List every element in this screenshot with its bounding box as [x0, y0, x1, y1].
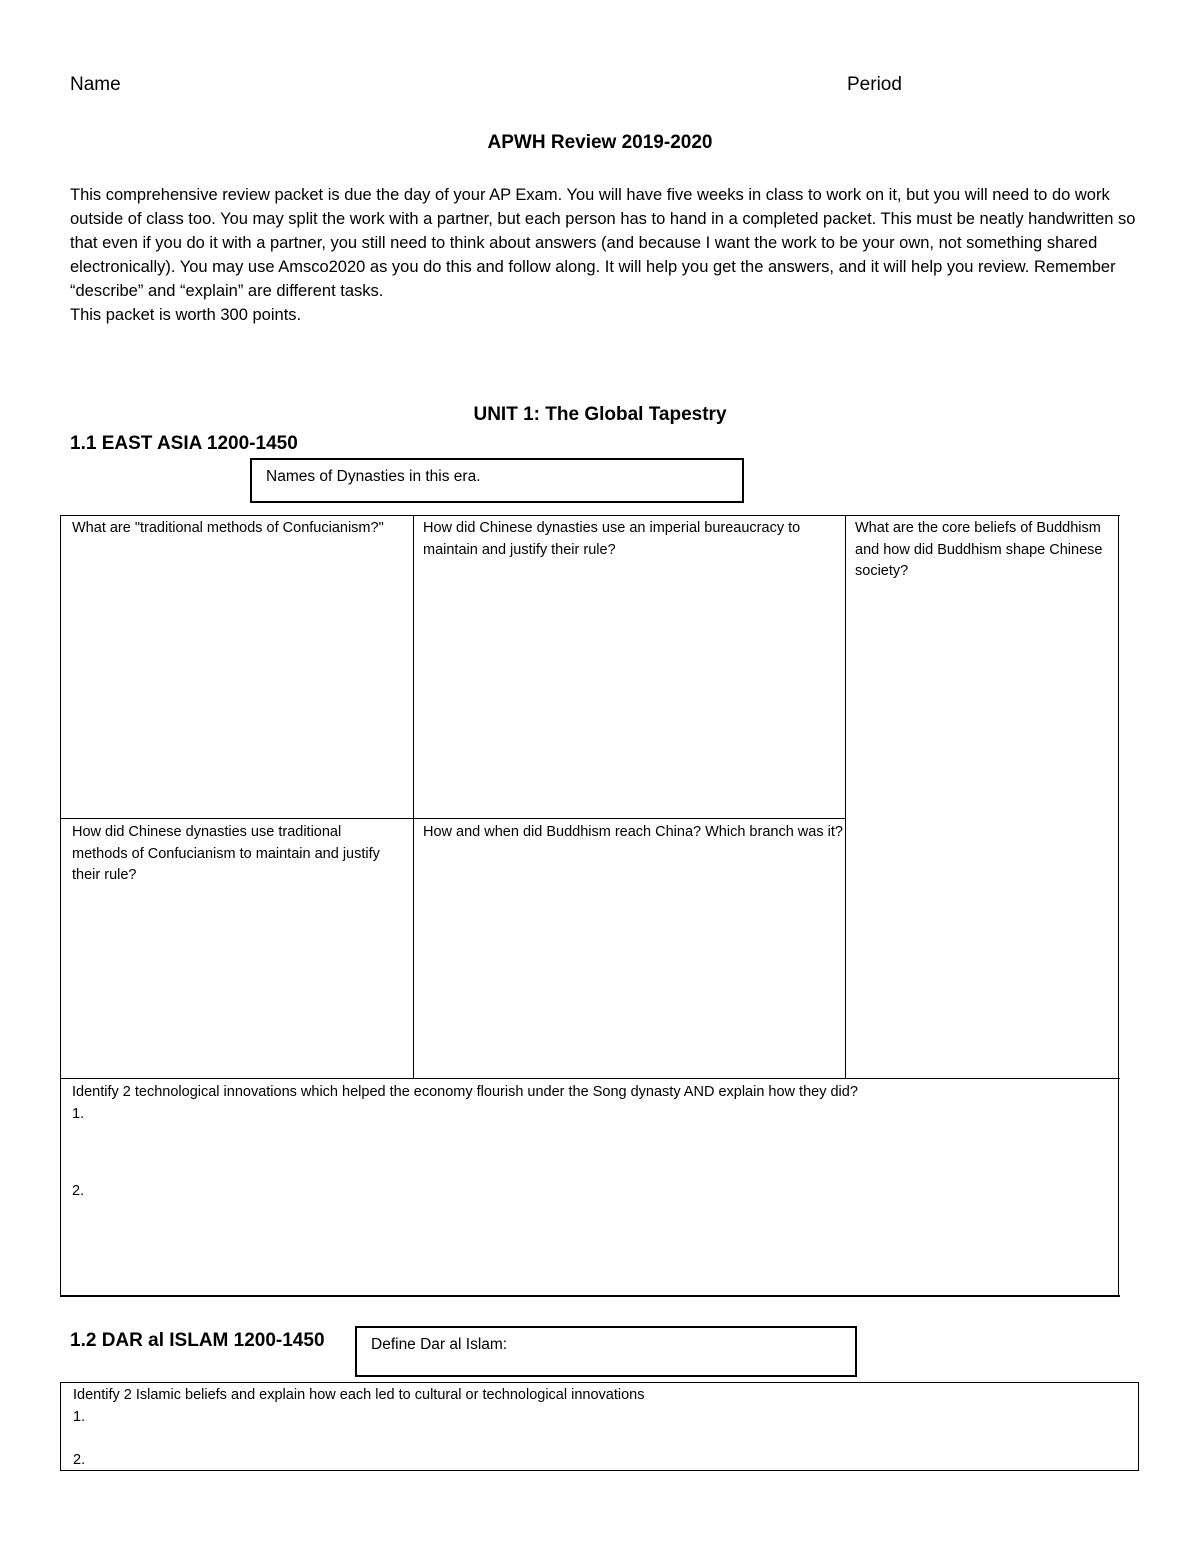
page-title: APWH Review 2019-2020: [487, 132, 713, 153]
table-border-bottom: [60, 1295, 1120, 1297]
question-text: How did Chinese dynasties use an imperial bureaucracy to maintain and justify their rule?: [423, 520, 801, 558]
section-heading-east-asia: 1.1 EAST ASIA 1200-1450: [70, 433, 298, 454]
table-divider-h1: [60, 818, 846, 819]
question-text: Identify 2 technological innovations which helped the economy flourish under the Song dynasty AND explain how they did?: [72, 1084, 858, 1100]
period-label: Period: [847, 74, 902, 95]
unit-title: UNIT 1: The Global Tapestry: [473, 404, 727, 425]
question-text: How and when did Buddhism reach China? Which branch was it?: [423, 824, 843, 840]
table-divider-v2: [845, 515, 846, 1079]
name-label: Name: [70, 74, 121, 95]
define-dar-al-islam-box[interactable]: [355, 1326, 857, 1377]
answer-item-1: 1.: [72, 1105, 85, 1122]
section-heading-dar-al-islam: 1.2 DAR al ISLAM 1200-1450: [70, 1330, 325, 1351]
question-text: Identify 2 Islamic beliefs and explain how each led to cultural or technological innovations: [73, 1387, 645, 1403]
question-cell-imperial-bureaucracy[interactable]: [423, 518, 838, 561]
question-cell-confucianism-methods[interactable]: [72, 518, 402, 540]
intro-points: This packet is worth 300 points.: [70, 306, 302, 324]
question-text: What are the core beliefs of Buddhism and how did Buddhism shape Chinese society?: [855, 520, 1103, 579]
question-cell-islamic-beliefs: [73, 1385, 1123, 1472]
question-cell-confucianism-rule[interactable]: [72, 822, 392, 887]
dynasties-box-label: Names of Dynasties in this era.: [266, 468, 481, 485]
table-divider-v1: [413, 515, 414, 1079]
intro-paragraph: This comprehensive review packet is due the day of your AP Exam. You will have five weeks in class to work on it, but you will need to do work outside of class too. You may split the work with a partner, but each person has to hand in a completed packet. This must be neatly handwritten so that even if you do it with a partner, you still need to think about answers (and because I want the work to be your own, not something shared electronically). You may use Amsco2020 as you do this and follow along. It will help you get the answers, and it will help you review. Remember “describe” and “explain” are different tasks.: [70, 186, 1136, 300]
question-text: What are "traditional methods of Confucianism?": [72, 520, 384, 536]
table-border-top: [60, 515, 1120, 516]
question-cell-buddhism-arrival[interactable]: [423, 822, 843, 844]
answer-item-2: 2.: [73, 1452, 86, 1468]
answer-item-2: 2.: [72, 1183, 85, 1199]
table-border-left: [60, 515, 61, 1297]
question-text: How did Chinese dynasties use traditional methods of Confucianism to maintain and justify their rule?: [72, 824, 380, 883]
table-divider-h2: [60, 1078, 1120, 1079]
table-border-right: [1118, 515, 1119, 1297]
question-cell-song-innovations[interactable]: [72, 1082, 1112, 1203]
islamic-beliefs-table[interactable]: [60, 1382, 1139, 1471]
define-box-label: Define Dar al Islam:: [371, 1336, 508, 1353]
answer-item-1: 1.: [73, 1408, 86, 1425]
east-asia-table: [60, 515, 1120, 1297]
dynasties-box[interactable]: [250, 458, 744, 503]
intro-text: [70, 183, 1140, 327]
question-cell-buddhism-beliefs[interactable]: [855, 518, 1110, 583]
